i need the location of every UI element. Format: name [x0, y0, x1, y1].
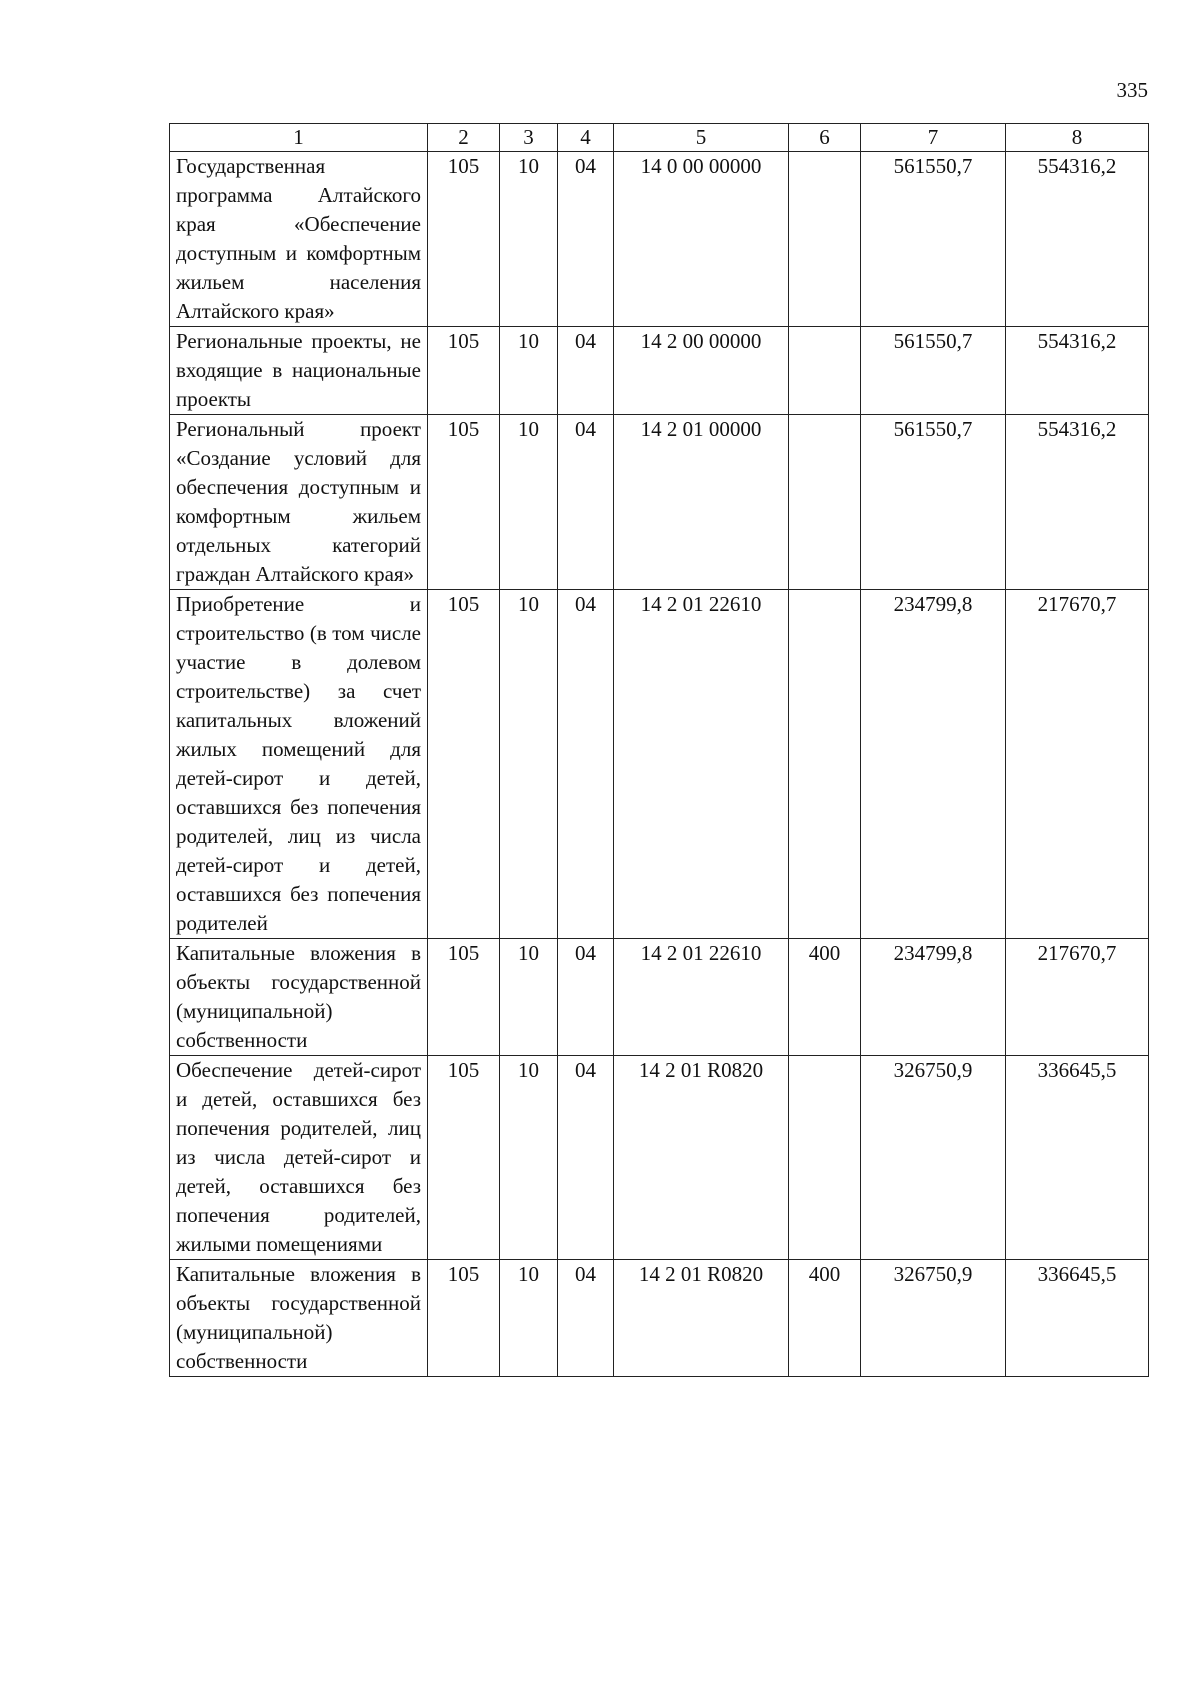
cell-code-4: 04 — [558, 939, 614, 1056]
cell-target-article: 14 2 01 22610 — [614, 939, 789, 1056]
cell-code-3: 10 — [500, 939, 558, 1056]
cell-code-4: 04 — [558, 1056, 614, 1260]
cell-expense-type — [789, 415, 861, 590]
cell-code-2: 105 — [428, 939, 500, 1056]
cell-code-3: 10 — [500, 1260, 558, 1377]
column-header: 7 — [861, 124, 1006, 152]
cell-code-2: 105 — [428, 590, 500, 939]
cell-code-2: 105 — [428, 1260, 500, 1377]
row-name: Региональный проект «Создание условий для обеспечения доступным и комфортным жильем отдельных категорий граждан Алтайского края» — [170, 415, 428, 590]
column-header: 2 — [428, 124, 500, 152]
cell-expense-type: 400 — [789, 1260, 861, 1377]
cell-expense-type — [789, 152, 861, 327]
row-name: Государственная программа Алтайского края «Обеспечение доступным и комфортным жильем населения Алтайского края» — [170, 152, 428, 327]
cell-code-2: 105 — [428, 152, 500, 327]
row-name: Приобретение и строительство (в том числе участие в долевом строительстве) за счет капитальных вложений жилых помещений для детей-сирот и детей, оставшихся без попечения родителей, лиц из числа детей-сирот и детей, оставшихся без попечения родителей — [170, 590, 428, 939]
column-header: 6 — [789, 124, 861, 152]
table-row — [170, 1056, 1149, 1260]
cell-code-4: 04 — [558, 415, 614, 590]
cell-code-3: 10 — [500, 415, 558, 590]
cell-amount-7: 561550,7 — [861, 327, 1006, 415]
budget-table — [169, 123, 1149, 1377]
cell-amount-8: 217670,7 — [1006, 590, 1149, 939]
table-row — [170, 939, 1149, 1056]
cell-amount-8: 336645,5 — [1006, 1056, 1149, 1260]
cell-amount-7: 561550,7 — [861, 415, 1006, 590]
cell-amount-8: 554316,2 — [1006, 415, 1149, 590]
column-header: 8 — [1006, 124, 1149, 152]
cell-code-4: 04 — [558, 152, 614, 327]
cell-code-2: 105 — [428, 415, 500, 590]
table-row — [170, 152, 1149, 327]
table-row — [170, 1260, 1149, 1377]
column-header: 3 — [500, 124, 558, 152]
cell-amount-7: 326750,9 — [861, 1260, 1006, 1377]
cell-amount-7: 561550,7 — [861, 152, 1006, 327]
cell-code-2: 105 — [428, 327, 500, 415]
cell-amount-8: 217670,7 — [1006, 939, 1149, 1056]
row-name: Региональные проекты, не входящие в национальные проекты — [170, 327, 428, 415]
cell-expense-type — [789, 327, 861, 415]
column-header: 5 — [614, 124, 789, 152]
row-name: Обеспечение детей-сирот и детей, оставшихся без попечения родителей, лиц из числа детей-сирот и детей, оставшихся без попечения родителей, жилыми помещениями — [170, 1056, 428, 1260]
cell-expense-type: 400 — [789, 939, 861, 1056]
cell-code-3: 10 — [500, 152, 558, 327]
cell-amount-7: 234799,8 — [861, 590, 1006, 939]
row-name: Капитальные вложения в объекты государственной (муниципальной) собственности — [170, 1260, 428, 1377]
cell-expense-type — [789, 1056, 861, 1260]
cell-code-4: 04 — [558, 590, 614, 939]
cell-code-3: 10 — [500, 1056, 558, 1260]
cell-code-3: 10 — [500, 590, 558, 939]
cell-amount-8: 336645,5 — [1006, 1260, 1149, 1377]
cell-target-article: 14 2 01 R0820 — [614, 1056, 789, 1260]
table-row — [170, 590, 1149, 939]
table-row — [170, 415, 1149, 590]
page-number: 335 — [1116, 78, 1148, 102]
cell-amount-7: 326750,9 — [861, 1056, 1006, 1260]
cell-amount-8: 554316,2 — [1006, 152, 1149, 327]
column-header: 1 — [170, 124, 428, 152]
cell-target-article: 14 2 00 00000 — [614, 327, 789, 415]
cell-code-3: 10 — [500, 327, 558, 415]
table-row — [170, 327, 1149, 415]
header-row — [170, 124, 1149, 152]
cell-target-article: 14 2 01 00000 — [614, 415, 789, 590]
cell-expense-type — [789, 590, 861, 939]
row-name: Капитальные вложения в объекты государственной (муниципальной) собственности — [170, 939, 428, 1056]
cell-target-article: 14 0 00 00000 — [614, 152, 789, 327]
column-header: 4 — [558, 124, 614, 152]
cell-target-article: 14 2 01 R0820 — [614, 1260, 789, 1377]
cell-code-4: 04 — [558, 1260, 614, 1377]
cell-code-4: 04 — [558, 327, 614, 415]
cell-amount-7: 234799,8 — [861, 939, 1006, 1056]
cell-code-2: 105 — [428, 1056, 500, 1260]
cell-amount-8: 554316,2 — [1006, 327, 1149, 415]
cell-target-article: 14 2 01 22610 — [614, 590, 789, 939]
